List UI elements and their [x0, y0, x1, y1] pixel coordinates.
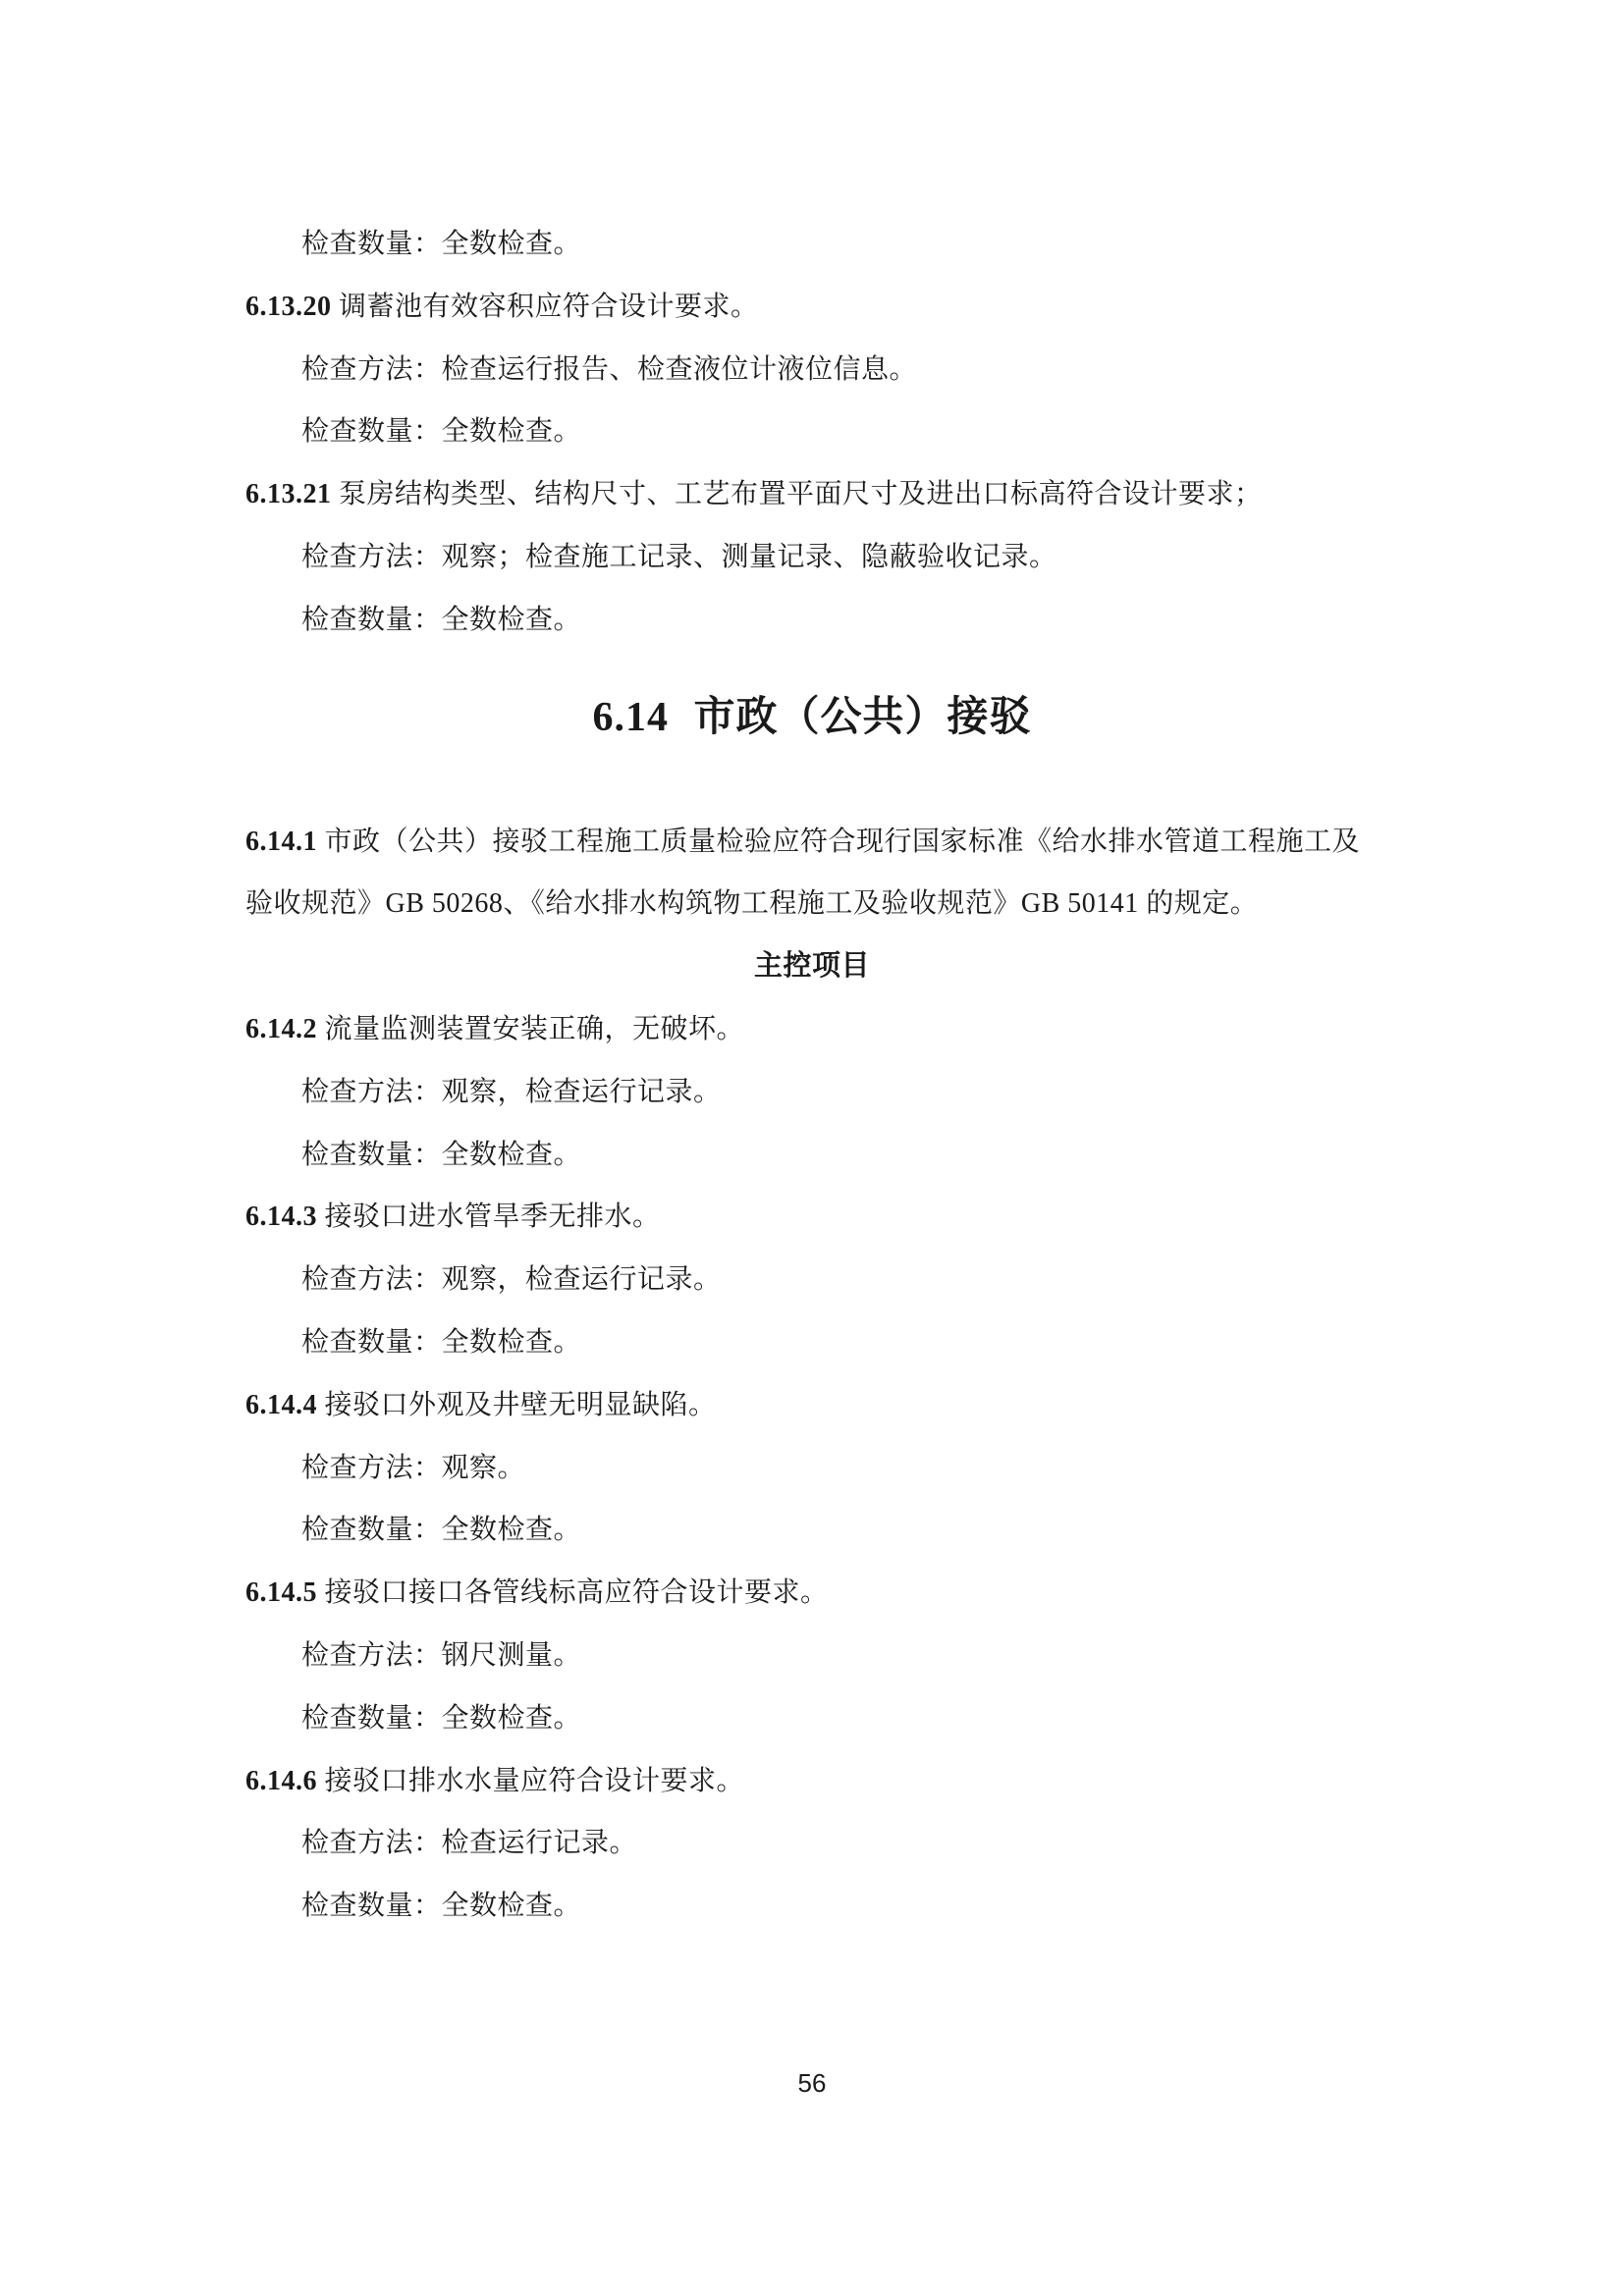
detail-line: 检查方法：观察，检查运行记录。: [301, 1076, 722, 1107]
item-number: 6.14.1: [245, 826, 317, 857]
detail-line: 检查方法：检查运行报告、检查液位计液位信息。: [301, 353, 918, 385]
section-item: [245, 1562, 1379, 1625]
item-text: 泵房结构类型、结构尺寸、工艺布置平面尺寸及进出口标高符合设计要求；: [339, 479, 1263, 510]
detail-line: 检查数量：全数检查。: [301, 229, 582, 259]
detail-line: 检查数量：全数检查。: [301, 604, 582, 635]
section-item: [245, 998, 1379, 1061]
detail-line: 检查方法：观察，检查运行记录。: [301, 1264, 722, 1296]
continuation-line: 验收规范》GB 50268、《给水排水构筑物工程施工及验收规范》GB 50141 的规定。: [245, 888, 1259, 920]
item-number: 6.14.6: [245, 1765, 317, 1796]
section-item: [245, 1374, 1379, 1437]
item-number: 6.14: [592, 694, 669, 740]
subsection-heading: 主控项目: [753, 950, 870, 983]
detail-line: 检查数量：全数检查。: [301, 1139, 582, 1170]
document-content: [245, 213, 1379, 1938]
item-number: 6.14.4: [245, 1389, 317, 1420]
item-number: 6.13.21: [245, 479, 332, 510]
item-number: 6.14.2: [245, 1013, 317, 1044]
detail-line: 检查方法：检查运行记录。: [301, 1828, 638, 1859]
section-item: [245, 1186, 1379, 1249]
detail-line: 检查数量：全数检查。: [301, 1326, 582, 1358]
chapter-heading: [245, 678, 1379, 757]
section-item: [245, 463, 1379, 526]
item-text: 调蓄池有效容积应符合设计要求。: [339, 291, 759, 322]
item-number: 6.13.20: [245, 291, 332, 322]
detail-line: 检查数量：全数检查。: [301, 1702, 582, 1734]
item-text: 接驳口排水水量应符合设计要求。: [324, 1765, 745, 1796]
item-text: 市政（公共）接驳工程施工质量检验应符合现行国家标准《给水排水管道工程施工及: [324, 826, 1361, 857]
detail-line: 检查方法：钢尺测量。: [301, 1639, 582, 1671]
item-number: 6.14.5: [245, 1577, 317, 1609]
detail-line: 检查数量：全数检查。: [301, 416, 582, 448]
item-text: 接驳口外观及井壁无明显缺陷。: [324, 1389, 717, 1420]
detail-line: 检查数量：全数检查。: [301, 1515, 582, 1546]
page-number: 56: [797, 2068, 827, 2098]
item-text: 接驳口接口各管线标高应符合设计要求。: [324, 1577, 829, 1609]
detail-line: 检查方法：观察。: [301, 1452, 526, 1483]
detail-line: 检查数量：全数检查。: [301, 1891, 582, 1922]
section-item: [245, 811, 1379, 874]
item-text: 流量监测装置安装正确，无破坏。: [324, 1013, 745, 1044]
detail-line: 检查方法：观察；检查施工记录、测量记录、隐蔽验收记录。: [301, 541, 1057, 572]
item-number: 6.14.3: [245, 1201, 317, 1233]
section-item: [245, 1750, 1379, 1813]
item-text: 市政（公共）接驳: [693, 694, 1032, 740]
item-text: 接驳口进水管旱季无排水。: [324, 1201, 661, 1233]
section-item: [245, 276, 1379, 339]
